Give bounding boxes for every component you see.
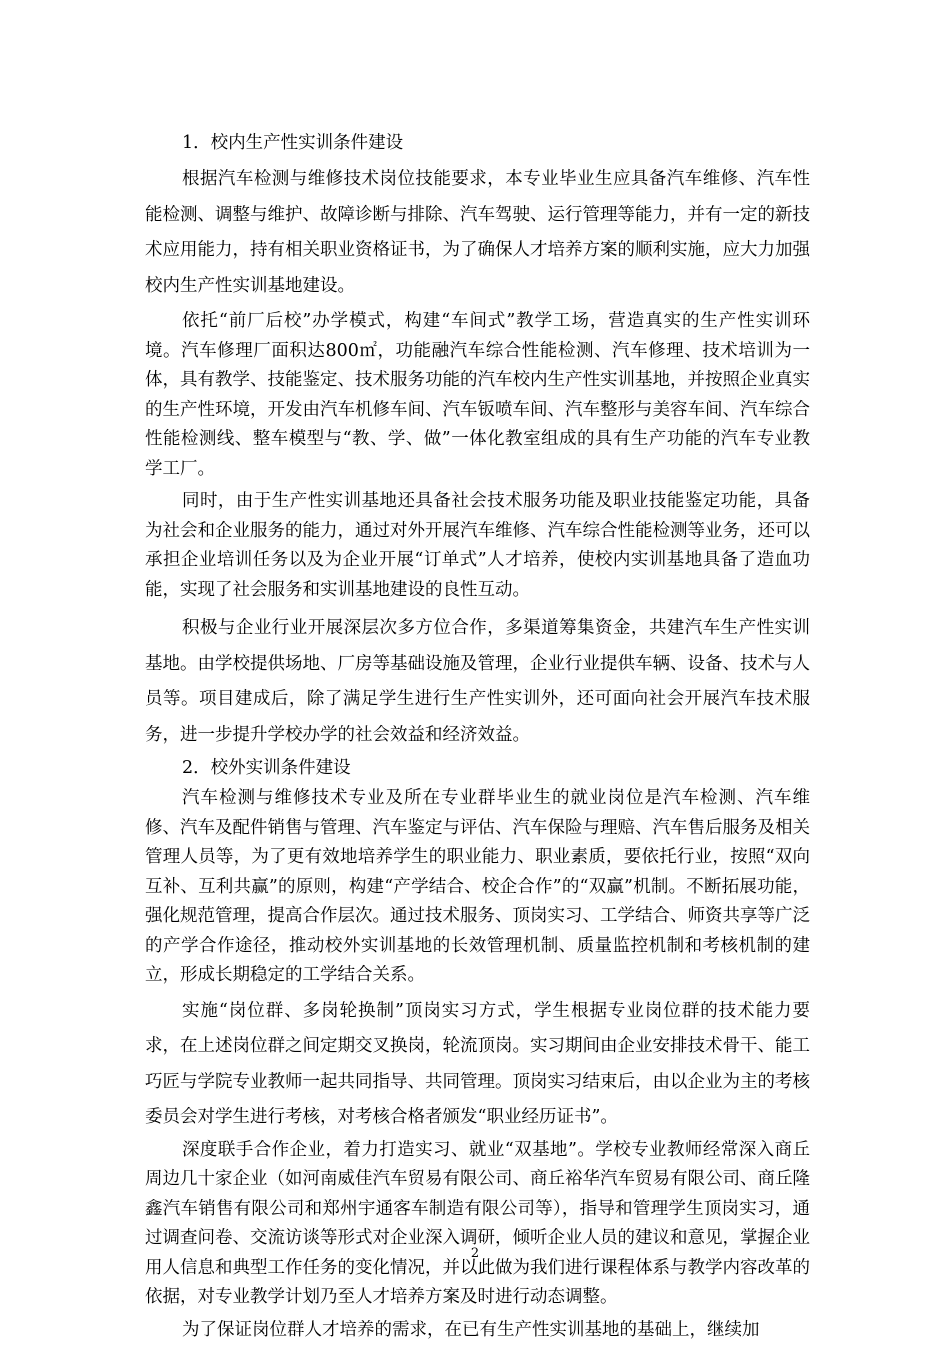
paragraph: 同时，由于生产性实训基地还具备社会技术服务功能及职业技能鉴定功能，具备为社会和企业服务的能力，通过对外开展汽车维修、汽车综合性能检测等业务，还可以承担企业培训任务以及为企业开展“订单式”人才培养，使校内实训基地具备了造血功能，实现了社会服务和实训基地建设的良性互动。 bbox=[145, 487, 810, 605]
paragraph: 积极与企业行业开展深层次多方位合作，多渠道筹集资金，共建汽车生产性实训基地。由学校提供场地、厂房等基础设施及管理，企业行业提供车辆、设备、技术与人员等。项目建成后，除了满足学生进行生产性实训外，还可面向社会开展汽车技术服务，进一步提升学校办学的社会效益和经济效益。 bbox=[145, 611, 810, 753]
page-number: 2 bbox=[0, 1246, 950, 1262]
paragraph: 汽车检测与维修技术专业及所在专业群毕业生的就业岗位是汽车检测、汽车维修、汽车及配件销售与管理、汽车鉴定与评估、汽车保险与理赔、汽车售后服务及相关管理人员等，为了更有效地培养学生的职业能力、职业素质，要依托行业，按照“双向互补、互利共赢”的原则，构建“产学结合、校企合作”的“双赢”机制。不断拓展功能，强化规范管理，提高合作层次。通过技术服务、顶岗实习、工学结合、师资共享等广泛的产学合作途径，推动校外实训基地的长效管理机制、质量监控机制和考核机制的建立，形成长期稳定的工学结合关系。 bbox=[145, 784, 810, 991]
section-heading-1: 1．校内生产性实训条件建设 bbox=[145, 128, 810, 159]
paragraph: 依托“前厂后校”办学模式，构建“车间式”教学工场，营造真实的生产性实训环境。汽车修理厂面积达800㎡，功能融汽车综合性能检测、汽车修理、技术培训为一体，具有教学、技能鉴定、技术服务功能的汽车校内生产性实训基地，并按照企业真实的生产性环境，开发由汽车机修车间、汽车钣喷车间、汽车整形与美容车间、汽车综合性能检测线、整车模型与“教、学、做”一体化教室组成的具有生产功能的汽车专业教学工厂。 bbox=[145, 307, 810, 484]
section-heading-2: 2．校外实训条件建设 bbox=[145, 753, 810, 784]
paragraph: 深度联手合作企业，着力打造实习、就业“双基地”。学校专业教师经常深入商丘周边几十家企业（如河南威佳汽车贸易有限公司、商丘裕华汽车贸易有限公司、商丘隆鑫汽车销售有限公司和郑州宇通客车制造有限公司等），指导和管理学生顶岗实习，通过调查问卷、交流访谈等形式对企业深入调研，倾听企业人员的建议和意见，掌握企业用人信息和典型工作任务的变化情况，并以此做为我们进行课程体系与教学内容改革的依据，对专业教学计划乃至人才培养方案及时进行动态调整。 bbox=[145, 1136, 810, 1313]
paragraph: 根据汽车检测与维修技术岗位技能要求，本专业毕业生应具备汽车维修、汽车性能检测、调整与维护、故障诊断与排除、汽车驾驶、运行管理等能力，并有一定的新技术应用能力，持有相关职业资格证书，为了确保人才培养方案的顺利实施，应大力加强校内生产性实训基地建设。 bbox=[145, 162, 810, 304]
paragraph: 实施“岗位群、多岗轮换制”顶岗实习方式，学生根据专业岗位群的技术能力要求，在上述岗位群之间定期交叉换岗，轮流顶岗。实习期间由企业安排技术骨干、能工巧匠与学院专业教师一起共同指导、共同管理。顶岗实习结束后，由以企业为主的考核委员会对学生进行考核，对考核合格者颁发“职业经历证书”。 bbox=[145, 994, 810, 1136]
document-body bbox=[145, 128, 810, 1345]
paragraph: 为了保证岗位群人才培养的需求，在已有生产性实训基地的基础上，继续加 bbox=[145, 1316, 810, 1345]
